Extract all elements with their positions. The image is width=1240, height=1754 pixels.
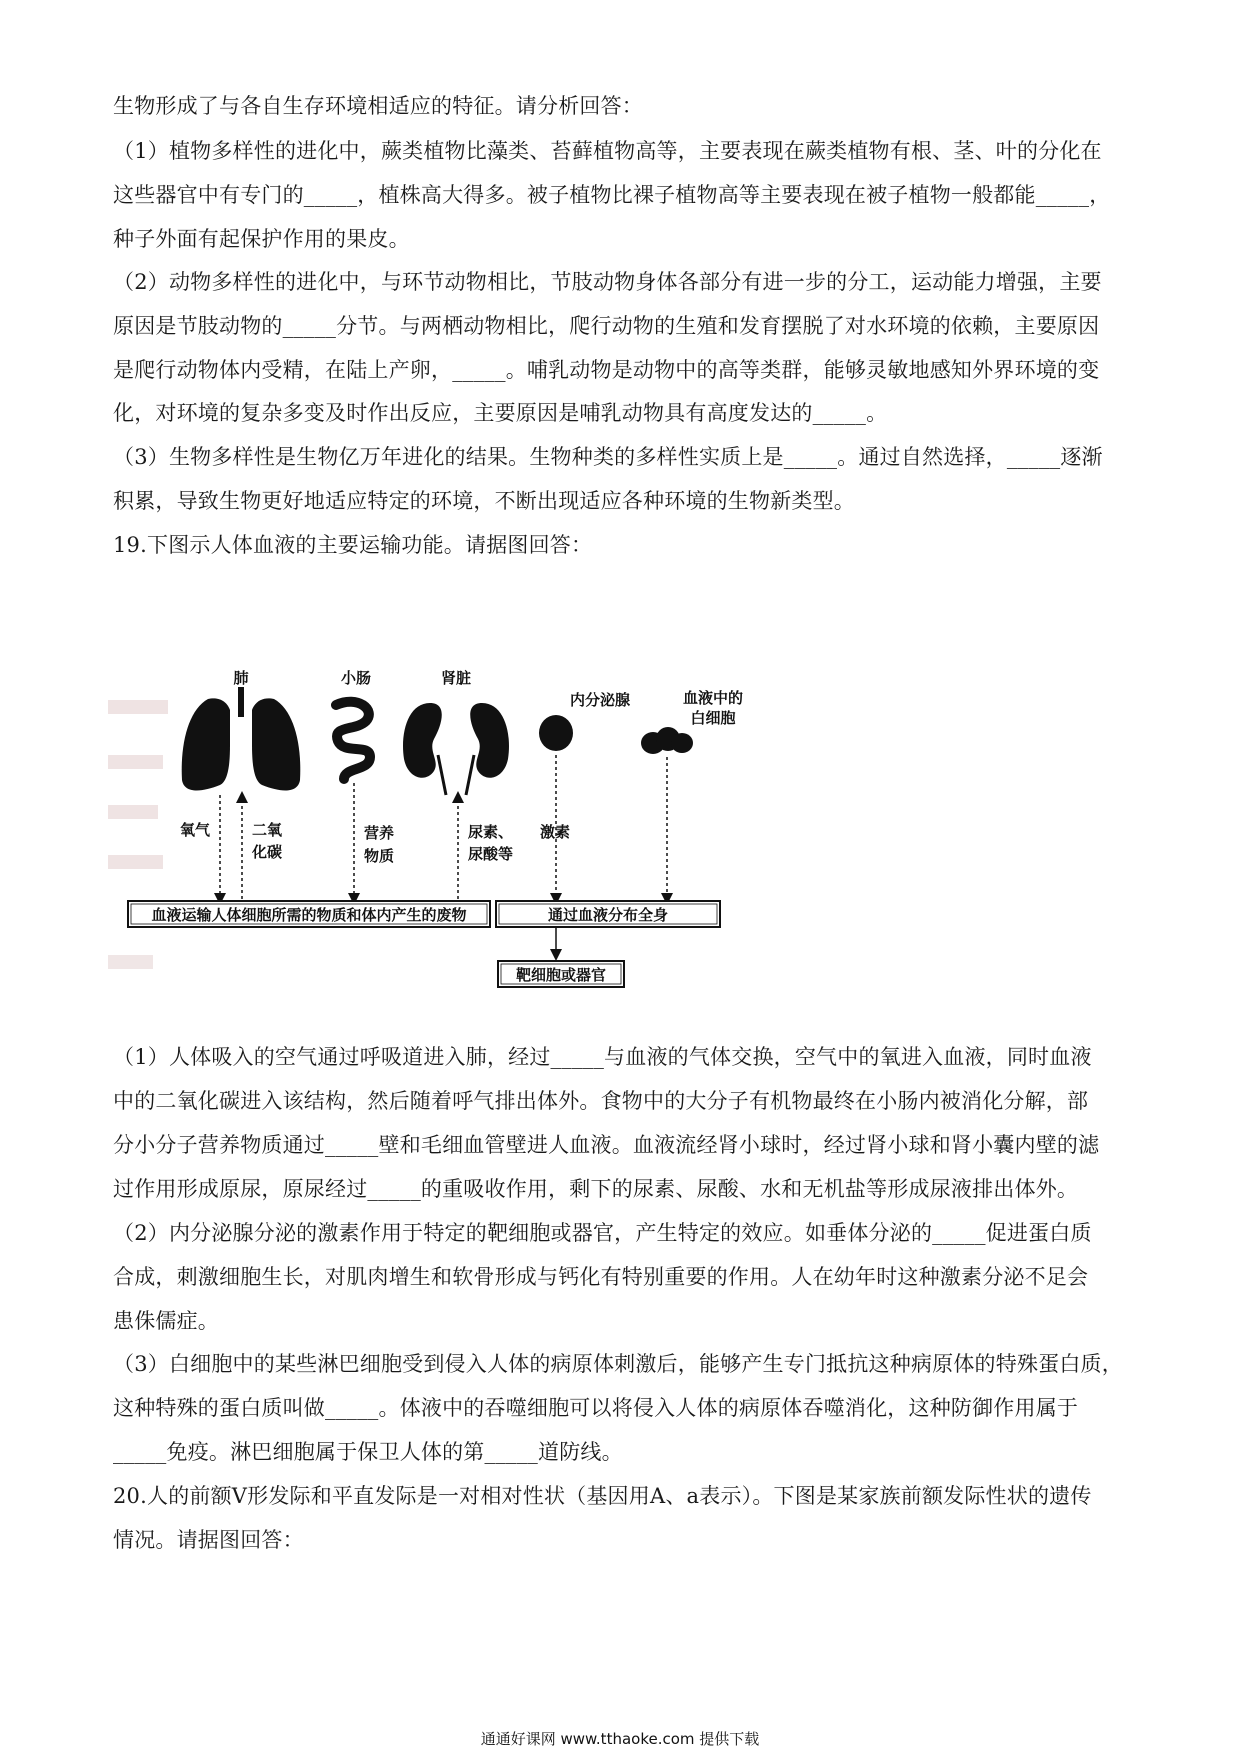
- lung-label: 肺: [233, 669, 249, 687]
- text-line: 是爬行动物体内受精，在陆上产卵，_____。哺乳动物是动物中的高等类群，能够灵敏地感知外界环境的变: [113, 358, 1100, 382]
- target-box: [498, 961, 624, 987]
- target-box-label: 靶细胞或器官: [515, 966, 607, 984]
- distribute-box-label: 通过血液分布全身: [547, 906, 669, 924]
- lung-icon: [182, 687, 301, 790]
- page-footer: 通通好课网 www.tthaoke.com 提供下载: [480, 1730, 760, 1748]
- text-line: 这种特殊的蛋白质叫做_____。体液中的吞噬细胞可以将侵入人体的病原体吞噬消化，这种防御作用属于: [113, 1396, 1079, 1420]
- nutrient-label-line1: 营养: [364, 824, 395, 842]
- co2-label-line1: 二氧: [252, 821, 283, 839]
- blood-transport-diagram: [108, 655, 828, 1015]
- wbc-label-line2: 白细胞: [690, 709, 736, 727]
- endocrine-gland-label: 内分泌腺: [569, 691, 631, 709]
- oxygen-label: 氧气: [180, 821, 211, 839]
- text-line: 患侏儒症。: [113, 1309, 219, 1333]
- text-line: 原因是节肢动物的_____分节。与两栖动物相比，爬行动物的生殖和发育摆脱了对水环境的依赖，主要原因: [113, 314, 1100, 338]
- text-line: 中的二氧化碳进入该结构，然后随着呼气排出体外。食物中的大分子有机物最终在小肠内被消化分解，部: [113, 1089, 1089, 1113]
- small-intestine-label: 小肠: [340, 669, 372, 687]
- text-line: （3）白细胞中的某些淋巴细胞受到侵入人体的病原体刺激后，能够产生专门抵抗这种病原体的特殊蛋白质，: [113, 1352, 1123, 1376]
- distribute-box: [496, 901, 720, 927]
- small-intestine-icon: [336, 702, 370, 779]
- text-line: 过作用形成原尿，原尿经过_____的重吸收作用，剩下的尿素、尿酸、水和无机盐等形成尿液排出体外。: [113, 1177, 1079, 1201]
- hormone-label: 激素: [540, 823, 571, 841]
- bleed-through-text: [108, 700, 168, 969]
- co2-label-line2: 化碳: [252, 843, 283, 861]
- transport-box: [128, 901, 490, 927]
- text-line: 种子外面有起保护作用的果皮。: [113, 227, 410, 251]
- text-line: （2）动物多样性的进化中，与环节动物相比，节肢动物身体各部分有进一步的分工，运动能力增强，主要: [113, 270, 1102, 294]
- wbc-label-line1: 血液中的: [682, 689, 744, 707]
- endocrine-gland-icon: [539, 715, 573, 751]
- text-line: （1）植物多样性的进化中，蕨类植物比藻类、苔藓植物高等，主要表现在蕨类植物有根、茎、叶的分化在: [113, 139, 1102, 163]
- white-blood-cell-icon: [641, 727, 693, 754]
- text-line: （2）内分泌腺分泌的激素作用于特定的靶细胞或器官，产生特定的效应。如垂体分泌的_____促进蛋白质: [113, 1221, 1092, 1245]
- question-19-heading: 19.下图示人体血液的主要运输功能。请据图回答：: [113, 533, 593, 557]
- kidney-icon: [403, 703, 509, 795]
- question-20-heading: 20.人的前额V形发际和平直发际是一对相对性状（基因用A、a表示）。下图是某家族前额发际性状的遗传: [113, 1484, 1092, 1508]
- kidney-label: 肾脏: [440, 669, 472, 687]
- text-line: 合成，刺激细胞生长，对肌肉增生和软骨形成与钙化有特别重要的作用。人在幼年时这种激素分泌不足会: [113, 1265, 1089, 1289]
- urea-label-line2: 尿酸等: [468, 845, 514, 863]
- text-line: _____免疫。淋巴细胞属于保卫人体的第_____道防线。: [113, 1440, 623, 1464]
- text-line: 化，对环境的复杂多变及时作出反应，主要原因是哺乳动物具有高度发达的_____。: [113, 401, 888, 425]
- text-line: 分小分子营养物质通过_____壁和毛细血管壁进人血液。血液流经肾小球时，经过肾小球和肾小囊内壁的滤: [113, 1133, 1100, 1157]
- text-line: （3）生物多样性是生物亿万年进化的结果。生物种类的多样性实质上是_____。通过自然选择，_____逐渐: [113, 445, 1103, 469]
- text-line: （1）人体吸入的空气通过呼吸道进入肺，经过_____与血液的气体交换，空气中的氧进入血液，同时血液: [113, 1045, 1092, 1069]
- urea-label-line1: 尿素、: [468, 823, 514, 841]
- text-line: 这些器官中有专门的_____，植株高大得多。被子植物比裸子植物高等主要表现在被子植物一般都能_____，: [113, 183, 1111, 207]
- text-line: 积累，导致生物更好地适应特定的环境，不断出现适应各种环境的生物新类型。: [113, 489, 855, 513]
- text-line: 情况。请据图回答：: [113, 1528, 304, 1552]
- text-line: 生物形成了与各自生存环境相适应的特征。请分析回答：: [113, 94, 643, 118]
- transport-box-label: 血液运输人体细胞所需的物质和体内产生的废物: [151, 906, 467, 924]
- nutrient-label-line2: 物质: [364, 847, 395, 865]
